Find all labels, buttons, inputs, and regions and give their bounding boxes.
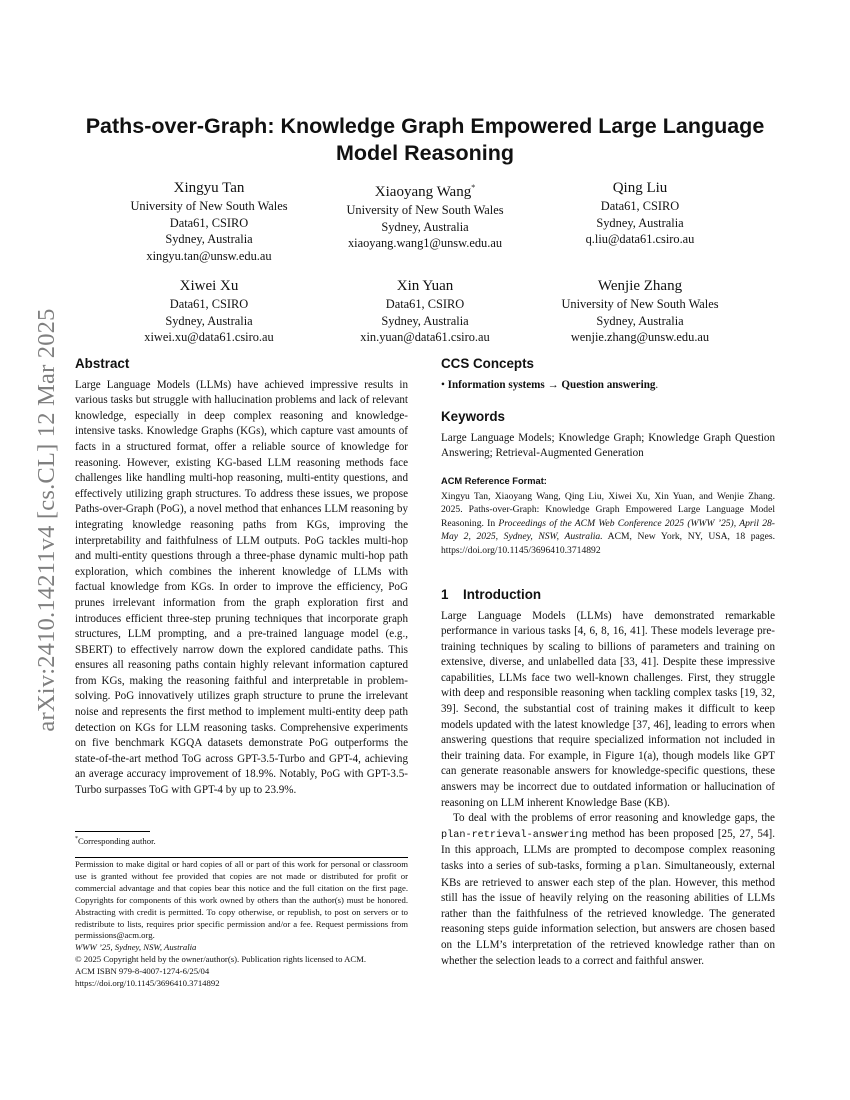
isbn-line: ACM ISBN 979-8-4007-1274-6/25/04 <box>75 966 210 977</box>
author-affiliation: Data61, CSIRO <box>385 297 465 311</box>
author-affiliation: University of New South Wales <box>346 203 504 217</box>
permission-divider <box>75 857 408 858</box>
acm-ref-authors: Xingyu Tan, Xiaoyang Wang, Qing Liu, Xiwei Xu, Xin Yuan, and Wenjie Zhang. 2025. Paths-over-Graph: Knowledge Graph Empowered Large Language Model Reasoning. In <box>441 490 775 529</box>
author-location: Sydney, Australia <box>165 313 253 328</box>
inline-code: plan-retrieval-answering <box>441 829 588 841</box>
author-name: Xiwei Xu <box>179 278 239 294</box>
keywords-heading: Keywords <box>441 409 505 425</box>
abstract-section <box>75 356 408 799</box>
footnote <box>75 834 408 848</box>
ccs-concept: Information systems <box>447 378 545 391</box>
footnote-text: Corresponding author. <box>78 835 156 846</box>
acm-ref-publisher: ACM, New York, NY, USA, 18 pages. https://doi.org/10.1145/3696410.3714892 <box>441 531 775 556</box>
acm-ref-text <box>441 490 775 557</box>
author-location: Sydney, Australia <box>596 313 684 328</box>
acm-ref-heading: ACM Reference Format: <box>441 475 547 486</box>
intro-paragraph-1: Large Language Models (LLMs) have demonstrated remarkable performance in various tasks [4, 6, 8, 16, 41]. These models leverage pre-training techniques by scaling to billions of parameters and training on extensive, diverse, and unlabelled data [33, 41]. Despite these impressive capabilities, LLMs face two well-known challenges. First, they struggle with deep and responsible reasoning when tackling complex tasks [19, 32, 39]. Second, the substantial cost of training makes it difficult to keep models updated with the latest knowledge [37, 46], leading to errors when answering questions that require specialized information not included in their training data. For example, in Figure 1(a), though models like GPT can generate reasonable answers for knowledge-specific questions, these answers may be incorrect due to outdated information or hallucination of reasoning on LLM inherent Knowledge Base (KB). <box>441 609 775 809</box>
intro-text: To deal with the problems of error reasoning and knowledge gaps, the <box>453 812 775 825</box>
arrow-icon: → <box>547 378 559 391</box>
intro-text: method has been proposed [25, 27, 54]. In this approach, LLMs are prompted to decompose complex reasoning tasks into a series of sub-tasks, forming a <box>441 827 775 872</box>
paper-title: Paths-over-Graph: Knowledge Graph Empowered Large Language Model Reasoning <box>85 114 765 165</box>
footnote-mark: * <box>75 836 78 842</box>
footnote-divider <box>75 831 150 832</box>
venue-line: WWW ’25, Sydney, NSW, Australia <box>75 942 197 953</box>
bullet: • <box>441 378 445 391</box>
section-title: Introduction <box>463 586 542 602</box>
author-affiliation: Data61, CSIRO <box>169 215 249 230</box>
right-column <box>441 356 775 969</box>
author-name: Xin Yuan <box>396 278 454 294</box>
copyright-line: © 2025 Copyright held by the owner/author(s). Publication rights licensed to ACM. <box>75 954 367 965</box>
inline-code: plan <box>633 862 659 873</box>
author-email: xin.yuan@data61.csiro.au <box>360 330 490 344</box>
abstract-heading: Abstract <box>75 356 130 371</box>
ccs-concepts <box>441 378 775 394</box>
author-email: xiaoyang.wang1@unsw.edu.au <box>347 236 503 250</box>
abstract-text: Large Language Models (LLMs) have achieved impressive results in various tasks but struggle with hallucination problems and lack of relevant knowledge, especially in deep complex reasoning and knowledge-intensive tasks. Knowledge Graphs (KGs), which capture vast amounts of facts in a structured format, offer a reliable source of knowledge for reasoning. However, existing KG-based LLM reasoning methods face challenges like handling multi-hop reasoning, multi-entity questions, and effectively utilizing graph structures. To address these issues, we propose Paths-over-Graph (PoG), a novel method that enhances LLM reasoning by integrating knowledge reasoning paths from KGs, improving the interpretability and faithfulness of LLM outputs. PoG tackles multi-hop and multi-entity questions through a three-phase dynamic multi-hop path exploration, which combines the inherent knowledge of LLMs with factual knowledge from KGs. In order to improve the efficiency, PoG prunes irrelevant information from the graph exploration first and introduces efficient three-step pruning techniques that incorporate graph structures, LLM prompting, and a pre-trained language model (e.g., SBERT) to effectively narrow down the explored candidate paths. This ensures all reasoning paths contain highly relevant information captured from KGs, making the reasoning faithful and interpretable in problem-solving. PoG innovatively utilizes graph structure to prune the irrelevant noise and represents the first method to implement multi-entity deep path detection on KGs for LLM reasoning tasks. Comprehensive experiments on five benchmark KGQA datasets demonstrate PoG outperforms the state-of-the-art method ToG across GPT-3.5-Turbo and GPT-4, achieving an average accuracy improvement of 18.9%. Notably, PoG with GPT-3.5-Turbo surpasses ToG with GPT-4 by up to 23.9%. <box>75 378 408 797</box>
author-affiliation: University of New South Wales <box>130 199 288 213</box>
author-affiliation: Data61, CSIRO <box>169 297 249 311</box>
keywords-text: Large Language Models; Knowledge Graph; Knowledge Graph Question Answering; Retrieval-Augmented Generation <box>441 431 775 460</box>
author-location: Sydney, Australia <box>165 232 253 246</box>
author-email: xingyu.tan@unsw.edu.au <box>146 248 272 263</box>
author-location: Sydney, Australia <box>381 313 469 328</box>
author-block <box>89 276 329 346</box>
ccs-subconcept: Question answering <box>561 378 656 391</box>
author-email: xiwei.xu@data61.csiro.au <box>144 330 274 344</box>
section-number: 1 <box>441 586 449 602</box>
author-name: Xiaoyang Wang <box>374 184 472 200</box>
intro-heading <box>441 587 775 603</box>
ccs-heading: CCS Concepts <box>441 356 535 371</box>
intro-text: . Simultaneously, external KBs are retrieved to answer each step of the plan. However, this method still has the issue of heavily relying on the reasoning abilities of LLMs rather than the faithfulness of the retrieved knowledge. The generated reasoning steps guide information selection, but answers are chosen based on the LLM’s interpretation of the retrieved knowledge rather than on whether the selection leads to a correct and faithful answer. <box>441 860 776 967</box>
author-location: Sydney, Australia <box>381 219 469 234</box>
author-block <box>520 276 760 346</box>
author-block <box>305 276 545 346</box>
author-affiliation: Data61, CSIRO <box>600 199 680 213</box>
author-block <box>520 178 760 248</box>
intro-paragraph-2 <box>441 811 775 969</box>
permission-block <box>75 859 408 990</box>
author-block <box>89 178 329 264</box>
author-block <box>305 178 545 252</box>
author-email: q.liu@data61.csiro.au <box>585 232 695 246</box>
permission-text: Permission to make digital or hard copies of all or part of this work for personal or classroom use is granted without fee provided that copies are not made or distributed for profit or commercial advantage and that copies bear this notice and the full citation on the first page. Copyrights for components of this work owned by others than the author(s) must be honored. Abstracting with credit is permitted. To copy otherwise, or republish, to post on servers or to redistribute to lists, requires prior specific permission and/or a fee. Request permissions from permissions@acm.org. <box>75 859 408 941</box>
acm-ref-proceedings: Proceedings of the ACM Web Conference 2025 (WWW ’25), April 28-May 2, 2025, Sydney, NSW, Australia. <box>441 517 775 543</box>
arxiv-stamp <box>18 290 60 750</box>
author-name: Wenjie Zhang <box>597 278 683 294</box>
author-email: wenjie.zhang@unsw.edu.au <box>570 330 710 344</box>
author-name: Qing Liu <box>612 180 668 196</box>
author-name: Xingyu Tan <box>173 180 245 196</box>
author-affiliation: University of New South Wales <box>561 297 719 311</box>
arxiv-identifier: arXiv:2410.14211v4 [cs.CL] 12 Mar 2025 <box>33 308 60 732</box>
corresponding-mark: * <box>471 183 476 192</box>
doi-link[interactable]: https://doi.org/10.1145/3696410.3714892 <box>75 978 220 989</box>
ccs-period: . <box>655 378 659 391</box>
author-location: Sydney, Australia <box>596 215 684 230</box>
